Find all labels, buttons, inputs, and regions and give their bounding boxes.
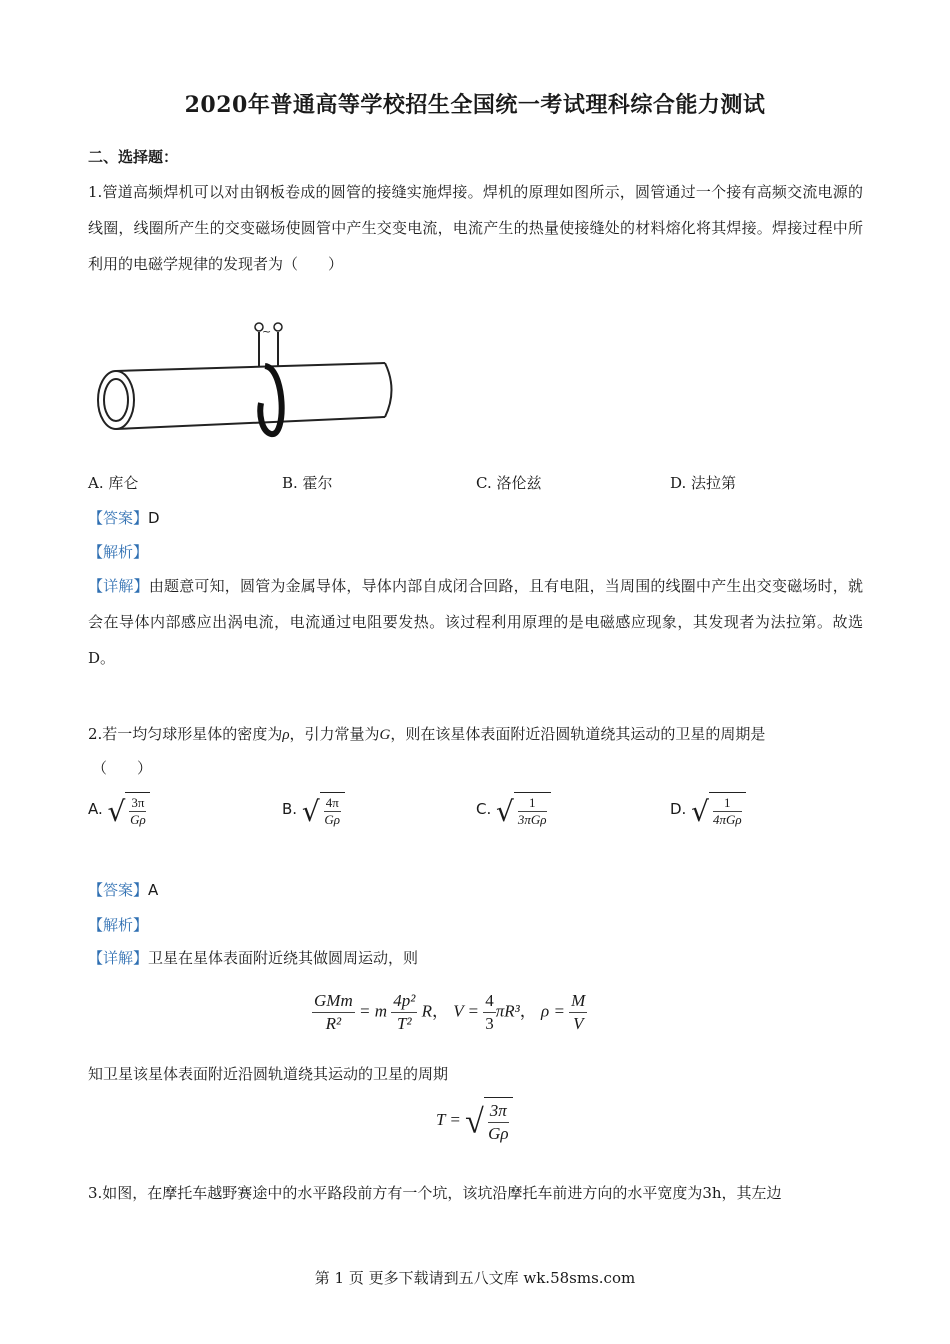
eq-num: M <box>569 990 587 1013</box>
option-den: Gρ <box>324 812 341 827</box>
q1-detail <box>88 568 863 676</box>
answer-value: D <box>148 509 160 527</box>
answer-value: A <box>148 881 159 899</box>
q1-option-d: D. 法拉第 <box>670 474 737 492</box>
pipe-far-end <box>385 363 392 417</box>
q2-option-b: B. √ $\frac{4\pi}{G\rho}$ <box>282 792 345 828</box>
answer-tag: 【答案】 <box>88 509 149 527</box>
option-num: 3π <box>131 795 145 810</box>
welding-pipe-figure <box>95 318 405 443</box>
q2-detail <box>88 947 418 968</box>
q2-rho: ρ <box>282 727 290 743</box>
eq-num: 3π <box>488 1100 509 1123</box>
eq-text: = m <box>358 1001 387 1021</box>
q2-analysis-tag: 【解析】 <box>88 916 149 934</box>
equation-2: T = √ $\frac{3\pi}{G\rho}$ <box>436 1097 513 1145</box>
answer-tag: 【答案】 <box>88 881 149 899</box>
q2-text-b: ，引力常量为 <box>289 725 380 743</box>
q2-know-text: 知卫星该星体表面附近沿圆轨道绕其运动的卫星的周期 <box>88 1065 449 1083</box>
eq-text: ρ = <box>541 1001 565 1021</box>
q2-answer <box>88 879 158 900</box>
question-2-text <box>88 716 863 753</box>
q2-option-d: D. √ $\frac{1}{\text{4πGρ}}$ <box>670 792 746 828</box>
eq-text: πR³ <box>495 1001 520 1021</box>
option-den: 4πGρ <box>712 812 742 827</box>
option-num: 1 <box>518 795 547 812</box>
eq-den: V <box>573 1014 584 1033</box>
detail-text: 由题意可知，圆管为金属导体，导体内部自成闭合回路，且有电阻，当周围的线圈中产生出交变磁场时，就会在导体内部感应出涡电流，电流通过电阻要发热。该过程利用原理的是电磁感应现象，其发现者为法拉第。故选D。 <box>88 577 863 667</box>
option-label: D. <box>670 800 687 818</box>
q2-text-a: 2.若一均匀球形星体的密度为 <box>88 725 283 743</box>
q2-text-c: ，则在该星体表面附近沿圆轨道绕其运动的卫星的周期是 <box>390 725 766 743</box>
question-3-text: 3.如图，在摩托车越野赛途中的水平路段前方有一个坑，该坑沿摩托车前进方向的水平宽度为3h，其左边 <box>88 1184 782 1202</box>
eq-text: T = <box>436 1109 461 1129</box>
ac-symbol: ~ <box>262 325 272 338</box>
option-label: C. <box>476 800 492 818</box>
option-num: 1 <box>713 795 742 812</box>
detail-tag: 【详解】 <box>88 577 149 595</box>
q2-paren: （ ） <box>92 759 153 777</box>
pipe-top-edge <box>116 363 385 371</box>
pipe-end-inner <box>104 379 128 421</box>
eq-den: R² <box>325 1014 342 1033</box>
option-num: 4π <box>325 795 339 810</box>
page-footer: 第 1 页 更多下载请到五八文库 wk.58sms.com <box>314 1269 636 1287</box>
eq-den: T² <box>396 1014 412 1033</box>
eq-text: R <box>421 1001 432 1021</box>
q2-option-c: C. √ $\frac{1}{\text{3πGρ}}$ <box>476 792 551 828</box>
eq-num: 4p² <box>391 990 417 1013</box>
eq-sep: ， <box>431 1001 449 1021</box>
question-1-text: 1.管道高频焊机可以对由钢板卷成的圆管的接缝实施焊接。焊机的原理如图所示，圆管通过一个接有高频交流电源的线圈，线圈所产生的交变磁场使圆管中产生交变电流，电流产生的热量使接缝处的材料熔化将其焊接。焊接过程中所利用的电磁学规律的发现者为（ ） <box>88 183 863 273</box>
pipe-bottom-edge <box>116 417 385 429</box>
coil-ring <box>260 366 281 434</box>
option-label: B. <box>282 800 298 818</box>
eq-den: Gρ <box>488 1124 509 1143</box>
detail-tag: 【详解】 <box>88 949 149 967</box>
eq-sep: ， <box>519 1001 537 1021</box>
option-den: Gρ <box>130 812 146 827</box>
q2-g: G <box>379 727 391 743</box>
detail-text: 卫星在星体表面附近绕其做圆周运动，则 <box>148 949 419 967</box>
option-label: A. <box>88 800 103 818</box>
eq-text: V = <box>453 1001 480 1021</box>
page-title: 2020年普通高等学校招生全国统一考试理科综合能力测试 <box>184 92 766 118</box>
section-heading: 二、选择题： <box>88 148 179 166</box>
eq-num: 4 <box>483 990 496 1013</box>
q1-analysis-tag: 【解析】 <box>88 543 149 561</box>
equation-1 <box>312 990 587 1035</box>
q1-option-a: A. 库仑 <box>88 474 139 492</box>
q1-option-b: B. 霍尔 <box>282 474 333 492</box>
eq-num: GMm <box>312 990 355 1013</box>
eq-den: 3 <box>485 1014 494 1033</box>
option-den: 3πGρ <box>517 812 547 827</box>
terminal-right <box>274 323 282 331</box>
q2-option-a: A. √ $\frac{3\pi}{G\rho}$ <box>88 792 150 828</box>
q1-option-c: C. 洛伦兹 <box>476 474 542 492</box>
q1-answer <box>88 507 160 528</box>
